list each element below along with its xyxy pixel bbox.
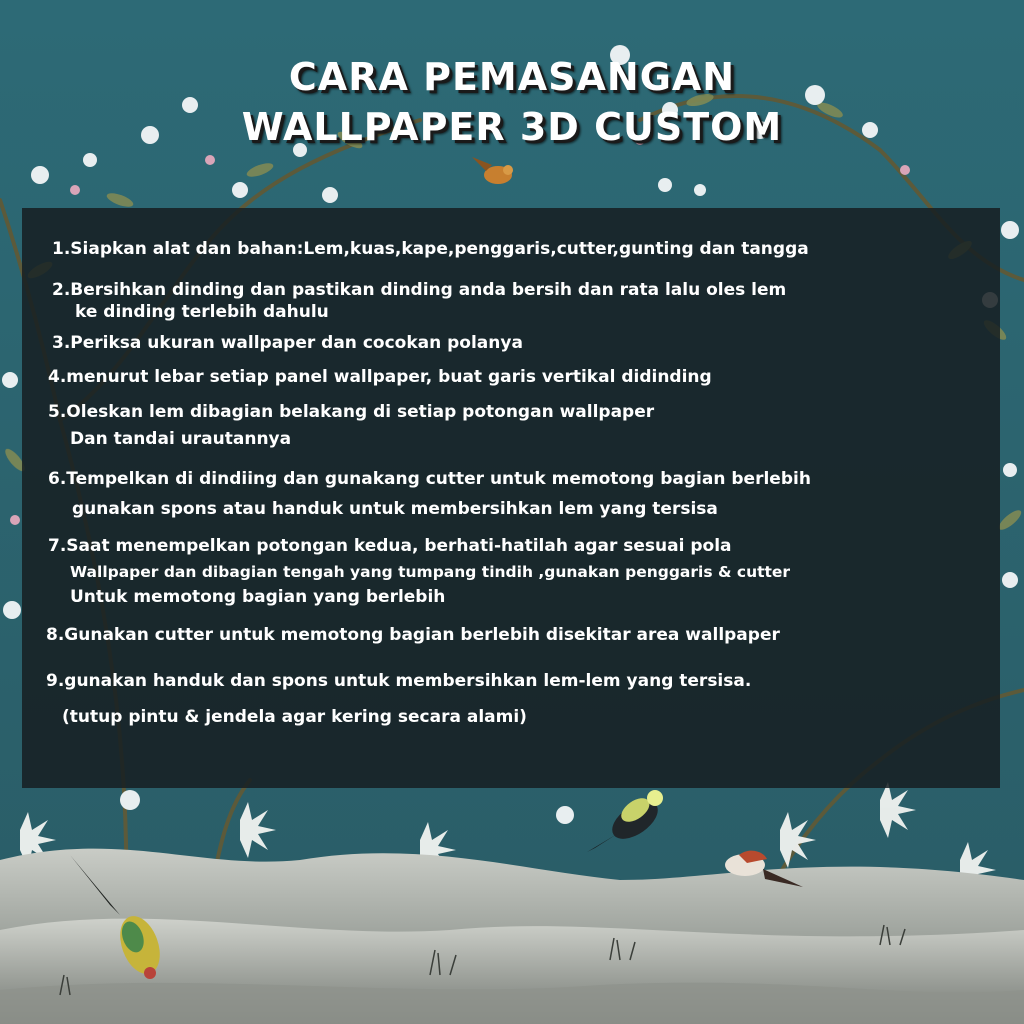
title-line-2: WALLPAPER 3D CUSTOM [241, 105, 783, 149]
step-6-line-1: 6.Tempelkan di dindiing dan gunakang cutter untuk memotong bagian berlebih [48, 469, 811, 489]
step-9-line-1: 9.gunakan handuk dan spons untuk membersihkan lem-lem yang tersisa. [46, 671, 752, 691]
step-6-line-2: gunakan spons atau handuk untuk membersihkan lem yang tersisa [72, 499, 718, 519]
step-4-line-1: 4.menurut lebar setiap panel wallpaper, buat garis vertikal didinding [48, 367, 712, 387]
step-3-line-1: 3.Periksa ukuran wallpaper dan cocokan polanya [52, 333, 523, 353]
step-1-line-1: 1.Siapkan alat dan bahan:Lem,kuas,kape,penggaris,cutter,gunting dan tangga [52, 239, 809, 259]
step-7-line-1: 7.Saat menempelkan potongan kedua, berhati-hatilah agar sesuai pola [48, 536, 732, 556]
page-title [0, 52, 1024, 152]
step-7-line-2: Wallpaper dan dibagian tengah yang tumpang tindih ,gunakan penggaris & cutter [70, 563, 791, 581]
step-9-line-2: (tutup pintu & jendela agar kering secara alami) [62, 707, 527, 727]
step-8-line-1: 8.Gunakan cutter untuk memotong bagian berlebih disekitar area wallpaper [46, 625, 780, 645]
step-5-line-1: 5.Oleskan lem dibagian belakang di setiap potongan wallpaper [48, 402, 655, 422]
step-7-line-3: Untuk memotong bagian yang berlebih [70, 587, 446, 607]
step-2-line-2: ke dinding terlebih dahulu [75, 302, 329, 322]
step-2-line-1: 2.Bersihkan dinding dan pastikan dinding anda bersih dan rata lalu oles lem [52, 280, 787, 300]
title-line-1: CARA PEMASANGAN [288, 55, 736, 99]
step-5-line-2: Dan tandai urautannya [70, 429, 292, 449]
